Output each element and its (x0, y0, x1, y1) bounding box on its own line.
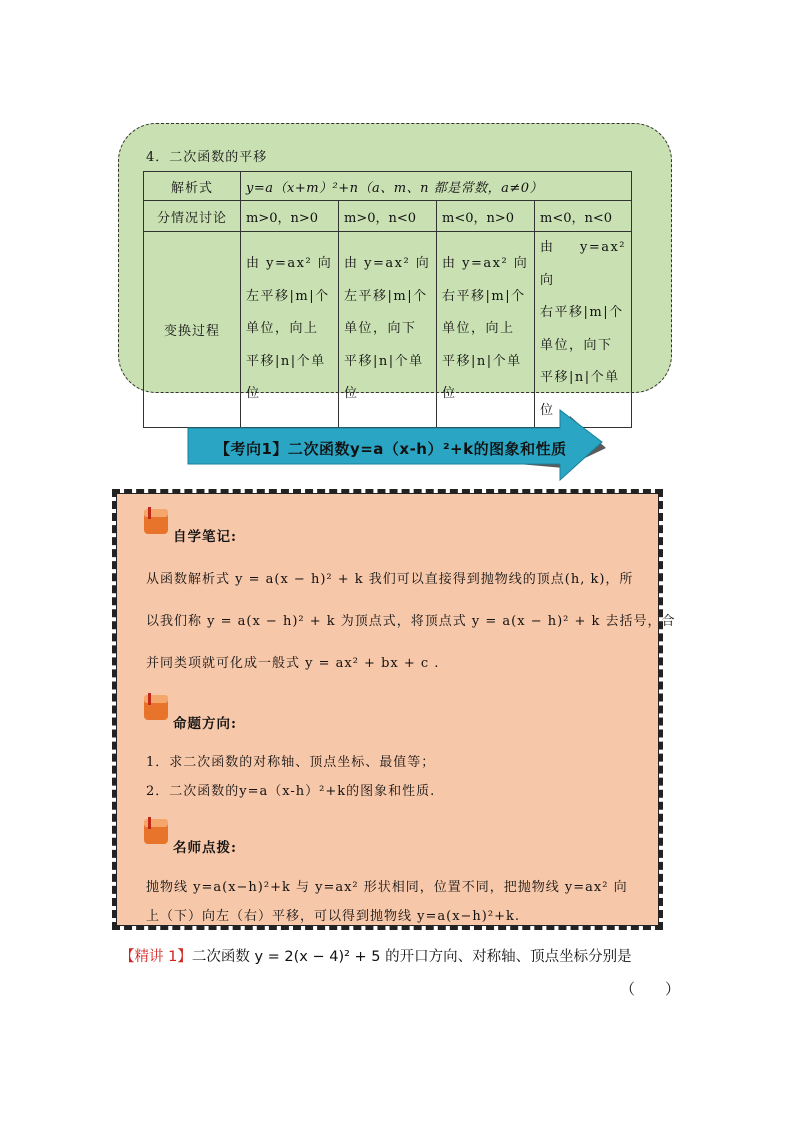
case-cell: m<0，n>0 (437, 201, 535, 232)
row-label-cases: 分情况讨论 (144, 201, 241, 232)
example-text: 二次函数 y = 2(x − 4)² + 5 的开口方向、对称轴、顶点坐标分别是 (191, 949, 632, 965)
process-cell: 由 y=ax² 向 右平移|m|个 单位，向上 平移|n|个单 位 (437, 232, 535, 428)
table-row (144, 172, 632, 201)
self-study-line: 并同类项就可化成一般式 y = ax² + bx + c . (146, 656, 440, 671)
teacher-tip-heading: 名师点拨: (173, 840, 237, 856)
notebook-icon (141, 506, 171, 536)
process-cell: 由 y=ax² 向 右平移|m|个 单位，向下 平移|n|个单 位 (535, 232, 632, 428)
direction-item: 2．二次函数的y=a（x-h）²+k的图象和性质. (146, 784, 436, 799)
translation-panel (118, 123, 672, 418)
self-study-heading: 自学笔记: (173, 529, 237, 545)
table-row (144, 232, 632, 428)
example-tag: 【精讲 1】 (120, 949, 192, 965)
row-label-formula: 解析式 (144, 172, 241, 201)
row-label-process: 变换过程 (144, 232, 241, 428)
process-cell: 由 y=ax² 向 左平移|m|个 单位，向下 平移|n|个单 位 (339, 232, 437, 428)
self-study-line: 以我们称 y = a(x − h)² + k 为顶点式，将顶点式 y = a(x − h)² + k 去括号，合 (146, 614, 676, 629)
answer-blank[interactable]: （ ） (620, 980, 681, 998)
self-study-line: 从函数解析式 y = a(x − h)² + k 我们可以直接得到抛物线的顶点(h, k)，所 (146, 572, 634, 587)
topic-title: 【考向1】二次函数y=a（x-h）²+k的图象和性质 (215, 440, 567, 458)
direction-heading: 命题方向: (173, 716, 237, 732)
teacher-tip-line: 上（下）向左（右）平移，可以得到抛物线 y=a(x−h)²+k. (146, 909, 520, 924)
general-formula: y=a（x+m）²+n（a、m、n 都是常数，a≠0） (241, 172, 632, 201)
notebook-icon (141, 816, 171, 846)
notebook-icon (141, 692, 171, 722)
direction-item: 1．求二次函数的对称轴、顶点坐标、最值等； (146, 755, 436, 770)
table-row (144, 201, 632, 232)
case-cell: m>0，n>0 (241, 201, 339, 232)
case-cell: m>0，n<0 (339, 201, 437, 232)
teacher-tip-line: 抛物线 y=a(x−h)²+k 与 y=ax² 形状相同，位置不同，把抛物线 y=ax² 向 (146, 880, 628, 895)
process-cell: 由 y=ax² 向 左平移|m|个 单位，向上 平移|n|个单 位 (241, 232, 339, 428)
case-cell: m<0，n<0 (535, 201, 632, 232)
example-problem (120, 945, 632, 966)
translation-table (143, 171, 632, 428)
section-title: 4．二次函数的平移 (146, 150, 268, 165)
study-notes-panel (112, 489, 663, 930)
